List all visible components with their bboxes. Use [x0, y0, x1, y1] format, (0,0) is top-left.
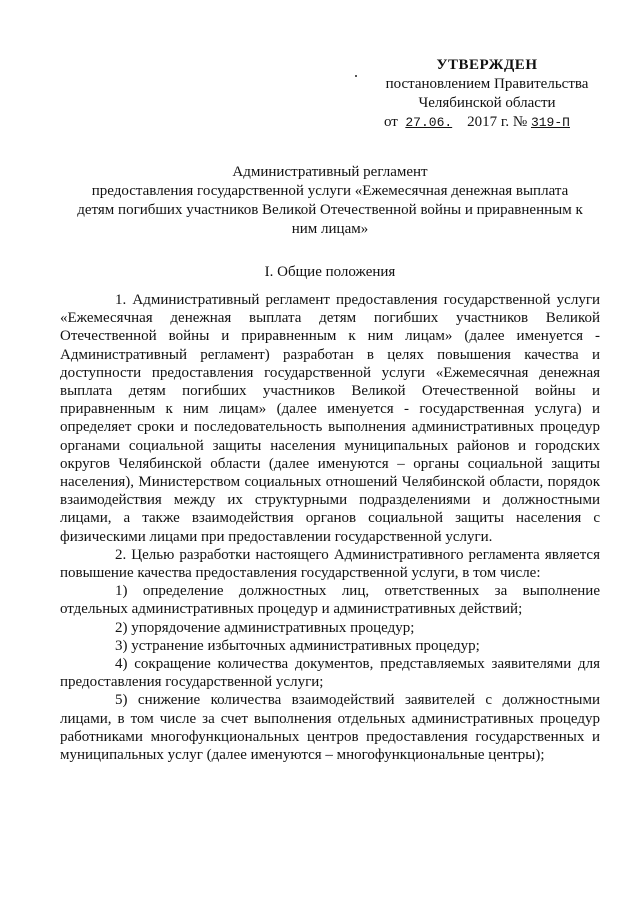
- paragraph: 5) снижение количества взаимодействий заявителей с должностными лицами, в том числе за счет выполнения отдельных административных процедур работниками многофункциональных центров предоставления государственных и муниципальных услуг (далее именуются – многофункциональные центры);: [60, 692, 600, 764]
- approval-title: УТВЕРЖДЕН: [436, 57, 538, 73]
- approval-stamp: [372, 56, 602, 132]
- scan-speck: [355, 75, 357, 77]
- approval-date-line: [372, 113, 602, 132]
- body-text: [60, 291, 600, 764]
- paragraph: 3) устранение избыточных административных процедур;: [115, 637, 480, 654]
- date-prefix: от: [384, 114, 398, 130]
- date-value: 27.06.: [405, 115, 453, 130]
- document-title: [60, 163, 600, 239]
- title-line-1: Административный регламент: [232, 164, 428, 180]
- paragraph: 2. Целью разработки настоящего Административного регламента является повышение качества предоставления государственной услуги, в том числе:: [60, 546, 600, 582]
- number-value: 319-П: [530, 115, 570, 130]
- approval-line-2: Челябинской области: [418, 95, 556, 111]
- paragraph: 2) упорядочение административных процедур;: [115, 619, 415, 636]
- section-heading: I. Общие положения: [264, 264, 396, 280]
- date-year: 2017 г. №: [467, 114, 528, 130]
- paragraph: 1. Административный регламент предоставления государственной услуги «Ежемесячная денежная выплата детям погибших участников Великой Отечественной войны и приравненным к ним лицам» (далее именуется - Административный регламент) разработан в целях повышения качества и доступности предоставления государственной услуги «Ежемесячная денежная выплата детям погибших участников Великой Отечественной войны и приравненным к ним лицам» (далее именуется - государственная услуга) и определяет сроки и последовательность выполнения административных процедур органами социальной защиты населения муниципальных районов и городских округов Челябинской области (далее именуются – органы социальной защиты населения), Министерством социальных отношений Челябинской области, порядок взаимодействия между их структурными подразделениями и должностными лицами, а также взаимодействия органов социальной защиты населения с физическими лицами при предоставлении государственной услуги.: [60, 292, 600, 545]
- paragraph: 1) определение должностных лиц, ответственных за выполнение отдельных административных процедур и административных действий;: [60, 583, 600, 618]
- title-line-2: предоставления государственной услуги «Ежемесячная денежная выплата: [91, 183, 569, 199]
- title-line-3: детям погибших участников Великой Отечественной войны и приравненным к: [77, 202, 583, 218]
- approval-line-1: постановлением Правительства: [385, 76, 589, 92]
- title-line-4: ним лицам»: [291, 221, 369, 237]
- paragraph: 4) сокращение количества документов, представляемых заявителями для предоставления государственной услуги;: [60, 656, 600, 691]
